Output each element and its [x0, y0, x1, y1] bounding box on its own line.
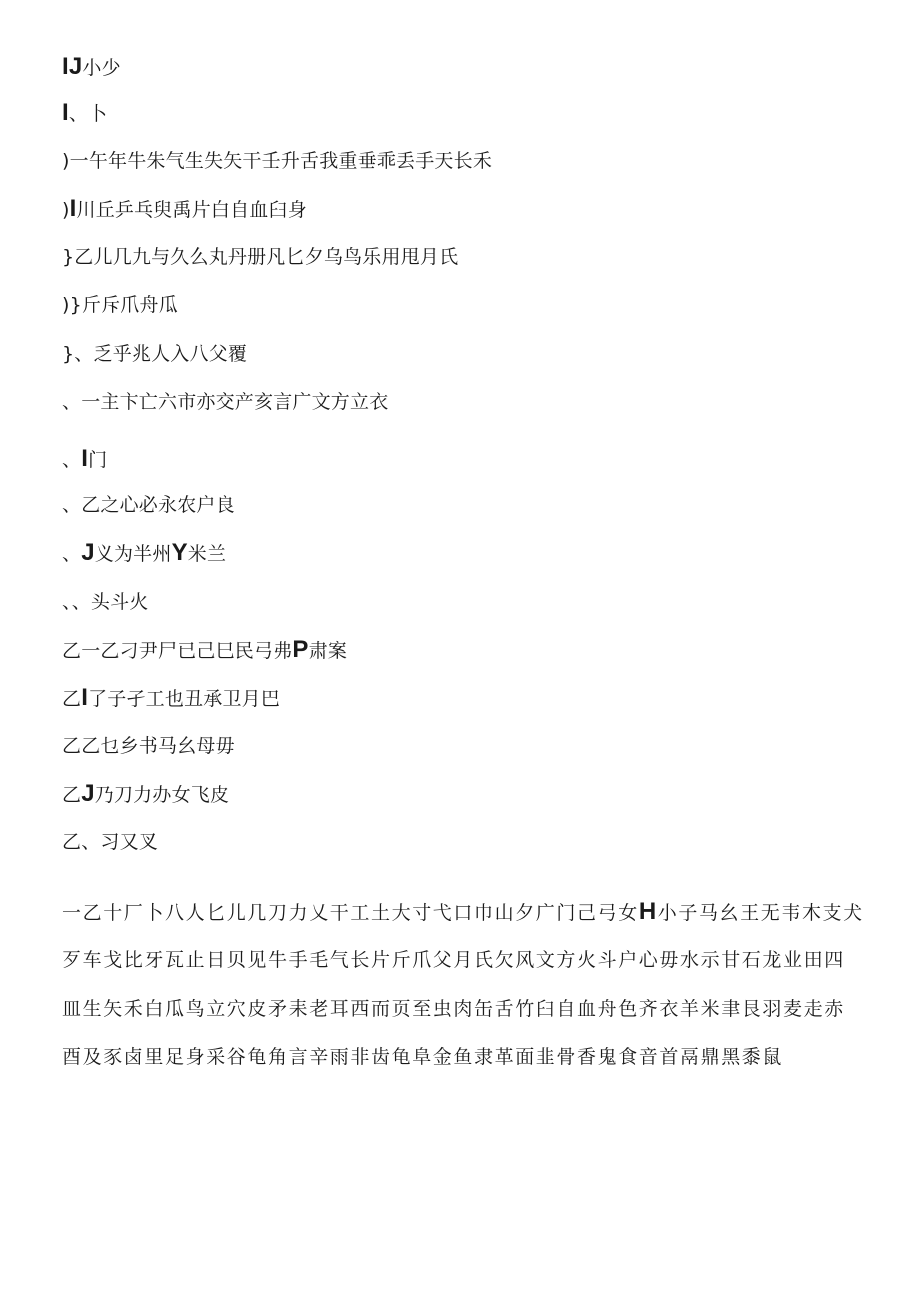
stroke-line-2	[62, 98, 107, 128]
stroke-line-12	[62, 587, 149, 617]
radicals-line-3	[62, 993, 845, 1025]
line-chars: 、卜	[68, 103, 108, 125]
radicals-line-4	[62, 1041, 783, 1073]
line-letter: J	[81, 539, 95, 566]
radicals-line-2	[62, 944, 845, 976]
line-chars: 了子孑工也丑承卫月巴	[88, 688, 281, 710]
line-chars: 小少	[82, 57, 121, 79]
line-letter: I	[62, 99, 69, 126]
paragraph-chars-2: 小子马幺王无韦木支犬	[657, 902, 864, 924]
stroke-line-13	[62, 635, 347, 665]
line-chars: 乙、习又叉	[62, 831, 159, 853]
stroke-line-14	[62, 683, 280, 713]
line-letter: I	[81, 445, 89, 472]
line-letter: I	[69, 195, 77, 222]
line-chars: 、乙之心必永农户良	[62, 494, 235, 516]
line-chars: 乙乙乜乡书马幺母毋	[62, 735, 235, 757]
line-prefix: 、	[62, 449, 82, 471]
line-prefix: 乙一乙刁尹尸已己巳民弓弗	[62, 640, 293, 662]
line-chars: 乃刀力办女飞皮	[94, 784, 230, 806]
line-prefix: 、	[62, 543, 82, 565]
paragraph-chars: 歹车戈比牙瓦止日贝见牛手毛气长片斤爪父月氏欠风文方火斗户心毋水示甘石龙业田四	[62, 949, 845, 971]
line-chars: )一午年牛朱气生失矢干壬升舌我重垂乖丢手天长禾	[62, 150, 493, 172]
paragraph-chars: 酉及豕卤里足身采谷龟角言辛雨非齿龟阜金鱼隶革面韭骨香鬼食音首鬲鼎黑黍鼠	[62, 1046, 784, 1068]
line-letter: IJ	[62, 53, 83, 80]
stroke-line-11	[62, 538, 226, 568]
line-chars: 、一主卞亡六市亦交产亥言广文方立衣	[62, 391, 389, 413]
line-prefix: 乙	[62, 688, 82, 710]
line-letter: I	[81, 684, 89, 711]
paragraph-letter: H	[638, 898, 658, 925]
stroke-line-9	[62, 444, 107, 474]
line-prefix: )	[62, 199, 70, 221]
line-chars: 、、头斗火	[62, 591, 149, 613]
line-chars: 门	[88, 449, 108, 471]
paragraph-chars: 皿生矢禾白瓜鸟立穴皮矛耒老耳西而页至虫肉缶舌竹臼自血舟色齐衣羊米聿艮羽麦走赤	[62, 998, 845, 1020]
stroke-line-1	[62, 52, 121, 82]
paragraph-chars: 一乙十厂卜八人匕儿几刀力乂干工土大寸弋口巾山夕广门己弓女	[62, 902, 639, 924]
line-chars: }乙儿几九与久么丸丹册凡匕夕乌鸟乐用甩月氏	[62, 246, 459, 268]
radicals-line-1	[62, 896, 864, 928]
line-chars: 川丘乒乓臾禹片白自血臼身	[76, 199, 307, 221]
line-letter: J	[81, 780, 95, 807]
line-letter: P	[292, 636, 309, 663]
stroke-line-17	[62, 827, 158, 857]
stroke-line-8	[62, 387, 388, 417]
stroke-line-15	[62, 731, 235, 761]
stroke-line-5	[62, 242, 458, 272]
stroke-line-16	[62, 779, 229, 809]
line-chars: 肃案	[308, 640, 348, 662]
line-prefix: 乙	[62, 784, 82, 806]
stroke-line-6	[62, 290, 178, 320]
stroke-line-3	[62, 146, 492, 176]
line-letter-2: Y	[171, 539, 188, 566]
line-chars: }、乏乎兆人入八父覆	[62, 343, 248, 365]
stroke-line-7	[62, 339, 247, 369]
stroke-line-4	[62, 194, 307, 224]
stroke-line-10	[62, 490, 235, 520]
line-chars-2: 米兰	[187, 543, 227, 565]
line-chars: )}斤斥爪舟瓜	[62, 294, 178, 316]
line-chars: 义为半州	[94, 543, 172, 565]
